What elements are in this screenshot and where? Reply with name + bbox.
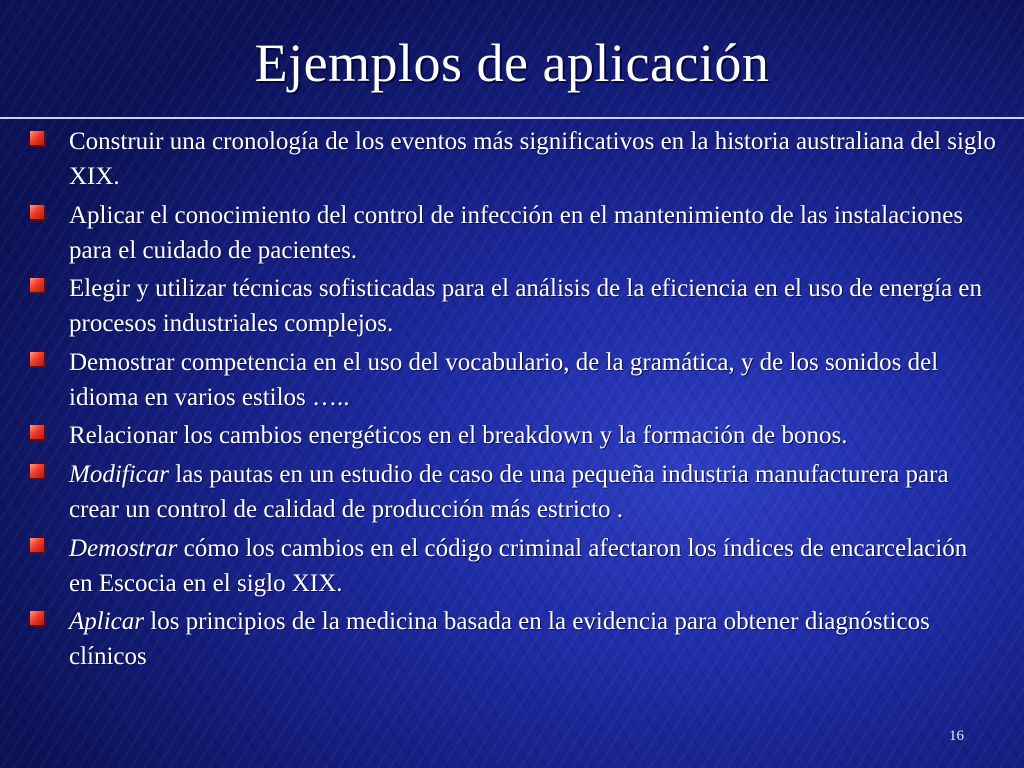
bullet-emphasis: Demostrar (69, 534, 178, 562)
bullet-emphasis: Aplicar (69, 608, 144, 636)
bullet-text: los principios de la medicina basada en la evidencia para obtener diagnósticos clínicos (69, 608, 930, 671)
square-bullet-icon (30, 205, 46, 221)
square-bullet-icon (30, 464, 46, 480)
bullet-text: Relacionar los cambios energéticos en el breakdown y la formación de bonos. (69, 422, 848, 450)
square-bullet-icon (30, 352, 46, 368)
bullet-text: Demostrar competencia en el uso del vocabulario, de la gramática, y de los sonidos del idioma en varios estilos ….. (69, 348, 939, 411)
bullet-text: Elegir y utilizar técnicas sofisticadas para el análisis de la eficiencia en el uso de energía en procesos industriales complejos. (69, 275, 983, 338)
bullet-item (30, 604, 996, 674)
square-bullet-icon (30, 538, 46, 554)
slide-title: Ejemplos de aplicación (254, 33, 770, 93)
title-divider (0, 117, 1024, 119)
bullet-item (30, 198, 996, 268)
bullet-item (30, 457, 996, 527)
bullet-text: cómo los cambios en el código criminal afectaron los índices de encarcelación en Escocia en el siglo XIX. (69, 534, 968, 597)
square-bullet-icon (30, 611, 46, 627)
bullet-text: Aplicar el conocimiento del control de infección en el mantenimiento de las instalaciones para el cuidado de pacientes. (69, 201, 964, 264)
square-bullet-icon (30, 131, 46, 147)
bullet-emphasis: Modificar (69, 460, 169, 488)
bullet-text: Construir una cronología de los eventos más significativos en la historia australiana del siglo XIX. (69, 128, 996, 190)
bullet-item (30, 271, 996, 341)
bullet-text: las pautas en un estudio de caso de una pequeña industria manufacturera para crear un control de calidad de producción más estricto . (69, 460, 949, 523)
bullet-item (30, 418, 996, 453)
slide-number: 16 (949, 728, 964, 744)
bullet-item (30, 531, 996, 601)
bullet-item (30, 345, 996, 415)
square-bullet-icon (30, 425, 46, 441)
square-bullet-icon (30, 278, 46, 294)
bullet-list (30, 124, 996, 678)
bullet-item (30, 124, 996, 194)
